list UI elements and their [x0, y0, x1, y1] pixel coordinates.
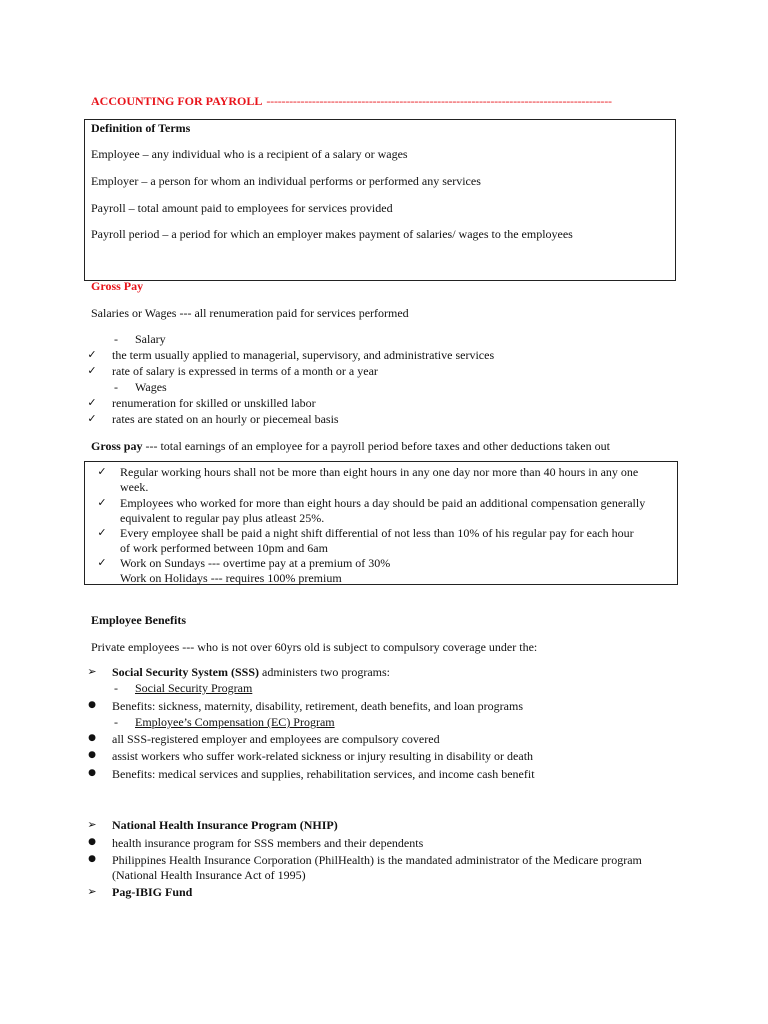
bullet-dot: ●: [88, 837, 96, 847]
checkmark-icon: ✓: [87, 412, 97, 425]
bullet-dot: ●: [88, 854, 96, 864]
salary-point: the term usually applied to managerial, supervisory, and administrative services: [112, 348, 495, 362]
dash-marker: -: [114, 681, 118, 695]
gross-pay-definition: [91, 439, 610, 454]
bullet-dot: ●: [88, 750, 96, 760]
definition-payroll-period: Payroll period – a period for which an employer makes payment of salaries/ wages to the employees: [91, 227, 573, 241]
checkmark-icon: ✓: [87, 348, 97, 361]
title-rule: -------------------------------------------------------------------------------------------: [266, 94, 612, 108]
sss-line: [112, 665, 390, 680]
dash-marker: -: [114, 715, 118, 729]
document-title: [91, 94, 612, 109]
salaries-wages-intro: Salaries or Wages --- all renumeration paid for services performed: [91, 306, 409, 320]
checkmark-icon: ✓: [87, 364, 97, 377]
dash-marker: -: [114, 380, 118, 394]
wages-point: rates are stated on an hourly or piecemeal basis: [112, 412, 339, 426]
rule-sundays: Work on Sundays --- overtime pay at a premium of 30%: [120, 556, 391, 570]
arrow-bullet-icon: ➢: [87, 818, 97, 831]
sss-suffix: administers two programs:: [259, 665, 390, 679]
definition-employer: Employer – a person for whom an individual performs or performed any services: [91, 174, 481, 188]
pagibig-title: Pag-IBIG Fund: [112, 885, 193, 899]
rule-night-shift-cont: of work performed between 10pm and 6am: [120, 541, 328, 555]
title-text: ACCOUNTING FOR PAYROLL: [91, 94, 263, 108]
wages-point: renumeration for skilled or unskilled labor: [112, 396, 316, 410]
salary-label: Salary: [135, 332, 166, 346]
definition-employee: Employee – any individual who is a recipient of a salary or wages: [91, 147, 408, 161]
rule-overtime: Employees who worked for more than eight hours a day should be paid an additional compensation generally: [120, 496, 646, 510]
rule-night-shift: Every employee shall be paid a night shift differential of not less than 10% of his regular pay for each hour: [120, 526, 634, 540]
rule-working-hours: Regular working hours shall not be more than eight hours in any one day nor more than 40 hours in any one: [120, 465, 639, 479]
checkmark-icon: ✓: [97, 526, 107, 539]
ec-point: Benefits: medical services and supplies, rehabilitation services, and income cash benefit: [112, 767, 535, 781]
rule-holidays: Work on Holidays --- requires 100% premium: [120, 571, 342, 585]
sss-benefits: Benefits: sickness, maternity, disability, retirement, death benefits, and loan programs: [112, 699, 523, 713]
ec-point: all SSS-registered employer and employees are compulsory covered: [112, 732, 440, 746]
ec-program-label: Employee’s Compensation (EC) Program: [135, 715, 335, 729]
bullet-dot: ●: [88, 733, 96, 743]
salary-point: rate of salary is expressed in terms of a month or a year: [112, 364, 378, 378]
definitions-box: [84, 119, 676, 281]
sss-title: Social Security System (SSS): [112, 665, 259, 679]
gross-pay-definition-text: --- total earnings of an employee for a payroll period before taxes and other deductions taken out: [142, 439, 610, 453]
arrow-bullet-icon: ➢: [87, 885, 97, 898]
definition-payroll: Payroll – total amount paid to employees for services provided: [91, 201, 393, 215]
benefits-heading: Employee Benefits: [91, 613, 186, 627]
sss-program-label: Social Security Program: [135, 681, 253, 695]
checkmark-icon: ✓: [97, 465, 107, 478]
checkmark-icon: ✓: [87, 396, 97, 409]
checkmark-icon: ✓: [97, 496, 107, 509]
gross-pay-term: Gross pay: [91, 439, 143, 453]
gross-pay-heading: Gross Pay: [91, 279, 144, 293]
bullet-dot: ●: [88, 768, 96, 778]
ec-point: assist workers who suffer work-related sickness or injury resulting in disability or death: [112, 749, 534, 763]
dash-marker: -: [114, 332, 118, 346]
nhip-point-cont: (National Health Insurance Act of 1995): [112, 868, 306, 882]
nhip-title: National Health Insurance Program (NHIP): [112, 818, 338, 832]
definitions-heading: Definition of Terms: [91, 121, 191, 135]
nhip-point: Philippines Health Insurance Corporation (PhilHealth) is the mandated administrator of the Medicare program: [112, 853, 642, 867]
wages-label: Wages: [135, 380, 167, 394]
arrow-bullet-icon: ➢: [87, 665, 97, 678]
bullet-dot: ●: [88, 700, 96, 710]
checkmark-icon: ✓: [97, 556, 107, 569]
rule-overtime-cont: equivalent to regular pay plus atleast 25%.: [120, 511, 325, 525]
nhip-point: health insurance program for SSS members and their dependents: [112, 836, 424, 850]
benefits-intro: Private employees --- who is not over 60yrs old is subject to compulsory coverage under the:: [91, 640, 538, 654]
rule-working-hours-cont: week.: [120, 480, 149, 494]
